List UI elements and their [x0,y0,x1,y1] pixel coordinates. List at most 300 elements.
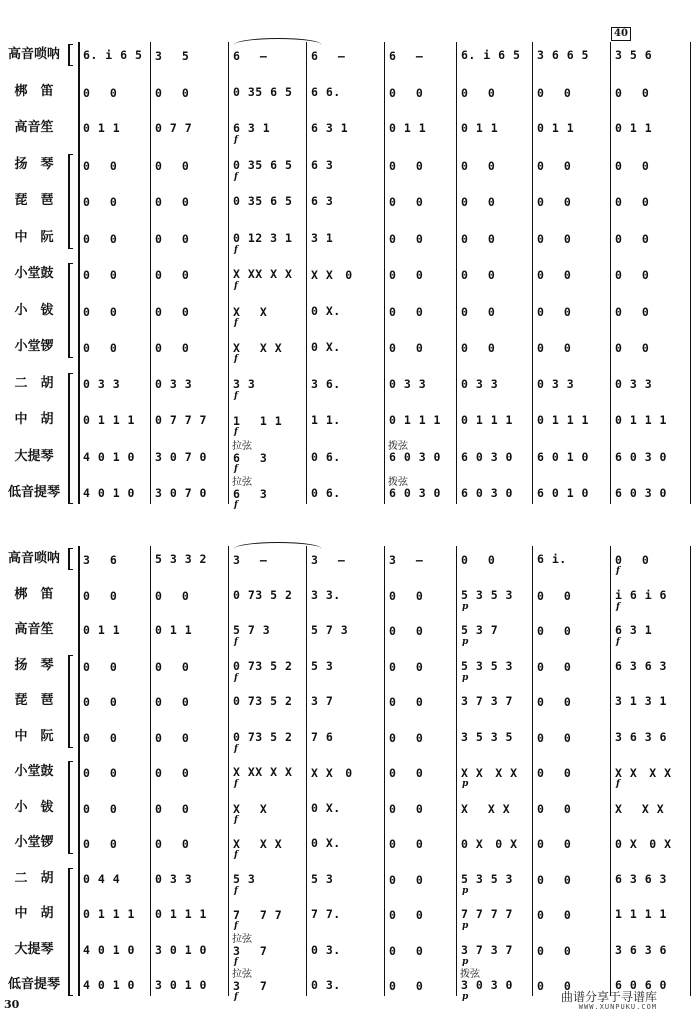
measure-notation: 0 0 [83,158,118,173]
staff-row [0,484,667,504]
measure-notation: 5 7 3 [233,623,271,637]
measure-notation: 7 6 [311,729,334,744]
dynamic-forte: f [234,427,238,437]
instrument-label: 扬 琴 [14,156,54,172]
measure-notation: 5 3 7 [461,623,499,637]
measure-notation: 0 3 3 [83,376,121,391]
measure-notation: 0 7 7 7 [155,413,207,427]
measure-notation: 0 0 [389,872,424,887]
measure-notation: 0 0 [461,553,496,567]
instrument-label: 小堂鼓 [14,266,54,281]
measure-notation: 0 0 [461,341,496,355]
staff-row [0,192,650,212]
measure-notation: X X X [233,341,283,355]
measure-notation: 3 3. [311,587,341,602]
measure-notation: X XX X X [233,267,293,281]
measure-notation: 0 4 4 [83,871,121,886]
staff-row [0,692,667,712]
measure-notation: X X 0 [311,268,353,282]
measure-notation: 0 0 [537,624,572,638]
measure-notation: 0 0 [83,195,118,209]
staff-row [0,83,650,103]
measure-notation: 0 0 [155,588,190,603]
tie-slur [234,542,322,549]
dynamic-forte: f [234,463,238,474]
measure-notation: 0 0 [615,195,650,209]
measure-notation: 0 0 [155,195,190,209]
measure-notation: 0 0 [83,85,118,100]
measure-notation: 6 0 3 0 [461,486,513,500]
measure-notation: 0 0 [389,766,424,780]
measure-notation: 6 3 [233,450,268,465]
dynamic-forte: f [234,171,238,182]
instrument-label: 低音提琴 [7,977,60,992]
measure-notation: 0 0 [155,304,190,319]
dynamic-forte: f [234,779,238,789]
measure-notation: 4 0 1 0 [83,942,135,957]
measure-notation: 0 0 [389,979,424,993]
measure-notation: X XX X X [233,765,293,779]
dynamic-forte: f [234,390,238,401]
measure-notation: 0 0 [389,341,424,355]
page-number: 30 [4,998,20,1011]
staff-row [0,411,667,431]
measure-notation: 3 5 6 [615,48,653,62]
measure-notation: 0 1 1 1 [155,907,207,921]
measure-notation: 3 0 1 0 [155,942,207,957]
instrument-label: 大提琴 [14,448,54,464]
dynamic-piano: p [462,885,469,896]
instrument-label: 小堂锣 [14,835,54,850]
technique-arco: 拉弦 [232,969,252,980]
measure-notation: 0 0 [389,588,424,603]
measure-notation: 0 3. [311,942,341,957]
measure-notation: 3 1 [311,230,334,245]
measure-notation: 6 3 1 [311,121,349,135]
instrument-label: 中 阮 [14,728,54,744]
measure-notation: 6 3 [311,157,334,172]
measure-notation: 0 0 [537,341,572,355]
staff-row [0,976,667,996]
technique-pizzicato: 拨弦 [388,477,408,488]
measure-notation: 0 X 0 X [461,837,518,851]
measure-notation: 0 7 7 [155,121,193,135]
measure-notation: 0 0 [83,801,118,816]
measure-notation: 0 0 [389,837,424,851]
measure-notation: 1 1. [311,413,341,427]
measure-notation: 5 3 5 3 [461,658,513,673]
instrument-label: 高音唢呐 [7,551,60,566]
measure-notation: 7 7. [311,907,341,921]
measure-notation: X X X [615,801,665,816]
measure-notation: 3 5 [155,49,190,63]
dynamic-forte: f [234,956,238,967]
measure-notation: 5 3 [311,658,334,673]
measure-notation: 0 0 [389,695,424,709]
instrument-label: 小 钹 [14,799,54,815]
measure-notation: 0 0 [389,730,424,745]
measure-notation: 0 0 [155,695,190,709]
measure-notation: 0 73 5 2 [233,694,293,708]
measure-notation: 3 0 1 0 [155,978,207,992]
staff-row [0,46,653,66]
instrument-label: 低音提琴 [7,485,60,500]
measure-notation: 0 1 1 1 [389,413,441,427]
dynamic-forte: f [234,637,238,647]
staff-row [0,448,667,468]
measure-notation: 3 6. [311,376,341,391]
measure-notation: 0 X 0 X [615,837,672,851]
measure-notation: 0 0 [83,766,118,780]
measure-notation: 0 0 [83,695,118,709]
dynamic-forte: f [616,779,620,789]
measure-notation: 0 3 3 [389,376,427,391]
measure-notation: 0 0 [389,304,424,319]
measure-notation: 3 — [389,553,424,567]
tie-slur [234,38,322,45]
measure-notation: 0 0 [461,85,496,100]
measure-notation: 0 3 3 [155,871,193,886]
measure-notation: 0 6. [311,486,341,500]
instrument-label: 二 胡 [14,870,54,886]
measure-notation: 0 0 [537,268,572,282]
dynamic-forte: f [616,566,620,576]
dynamic-piano: p [462,921,469,931]
instrument-label: 小堂锣 [14,339,54,354]
measure-notation: 0 0 [389,908,424,922]
instrument-label: 梆 笛 [14,83,54,99]
measure-notation: 0 0 [537,588,572,603]
measure-notation: 6 3 6 3 [615,658,667,673]
measure-notation: 0 0 [537,801,572,816]
technique-pizzicato: 拨弦 [460,969,480,980]
dynamic-forte: f [234,244,238,255]
measure-notation: 6 3 [311,194,334,208]
measure-notation: X X X [233,837,283,851]
dynamic-piano: p [462,637,469,647]
measure-notation: 0 0 [537,979,572,993]
measure-notation: 0 12 3 1 [233,230,293,245]
measure-notation: 0 0 [389,624,424,638]
measure-notation: 3 0 7 0 [155,486,207,500]
measure-notation: 6 0 3 0 [615,449,667,464]
measure-notation: 6. i 6 5 [461,48,521,62]
measure-notation: 6 3 1 [233,121,271,135]
measure-notation: 6 — [311,49,346,63]
dynamic-forte: f [234,921,238,931]
measure-notation: 0 0 [389,801,424,816]
measure-notation: i 6 i 6 [615,587,667,602]
measure-notation: 0 0 [389,268,424,282]
measure-notation: 0 0 [155,659,190,674]
technique-arco: 拉弦 [232,933,252,945]
measure-notation: 0 0 [83,837,118,851]
measure-notation: 0 0 [155,341,190,355]
measure-notation: 0 0 [615,231,650,246]
measure-notation: 0 1 1 [615,121,653,135]
measure-notation: 0 1 1 1 [615,413,667,427]
measure-notation: 0 35 6 5 [233,84,293,99]
instrument-label: 二 胡 [14,375,54,391]
dynamic-piano: p [462,601,469,612]
measure-notation: 0 0 [537,908,572,922]
measure-notation: 3 7 [233,979,268,993]
measure-notation: 0 0 [83,304,118,319]
measure-notation: 0 3. [311,978,341,992]
instrument-label: 高音笙 [14,120,54,135]
barline [690,546,691,996]
measure-notation: 0 0 [155,85,190,100]
measure-notation: 0 6. [311,449,341,464]
instrument-label: 扬 琴 [14,657,54,673]
measure-notation: 3 0 3 0 [461,978,513,992]
measure-notation: 0 0 [461,231,496,246]
staff-row [0,586,667,606]
rehearsal-mark-40: 40 [611,27,631,41]
measure-notation: 0 0 [615,341,650,355]
measure-notation: 0 3 3 [155,376,193,391]
measure-notation: 0 0 [155,730,190,745]
measure-notation: 3 6 3 6 [615,942,667,957]
measure-notation: 3 0 7 0 [155,449,207,464]
measure-notation: 0 1 1 [461,121,499,135]
measure-notation: 0 X. [311,303,341,318]
dynamic-forte: f [234,885,238,896]
measure-notation: 0 3 3 [537,376,575,391]
measure-notation: 3 7 3 7 [461,694,513,708]
dynamic-piano: p [462,956,469,967]
measure-notation: X X X [461,801,511,816]
staff-row [0,763,672,783]
measure-notation: 3 3 [233,376,256,391]
measure-notation: 0 0 [537,85,572,100]
measure-notation: 0 0 [537,231,572,246]
dynamic-forte: f [234,281,238,291]
staff-row [0,834,672,854]
measure-notation: 5 3 [233,871,256,886]
measure-notation: 0 0 [389,158,424,173]
dynamic-forte: f [234,500,238,510]
measure-notation: 5 3 5 3 [461,587,513,602]
measure-notation: 0 0 [389,659,424,674]
staff-row [0,375,653,395]
instrument-label: 高音笙 [14,622,54,637]
barline [690,42,691,504]
dynamic-piano: p [462,672,469,683]
instrument-label: 中 胡 [14,906,54,921]
staff-row [0,799,665,819]
measure-notation: 7 7 7 7 [461,907,513,921]
instrument-label: 琵 琶 [14,193,54,208]
measure-notation: 5 3 5 3 [461,871,513,886]
measure-notation: 0 1 1 1 [83,413,135,427]
measure-notation: 0 0 [615,158,650,173]
measure-notation: 0 0 [537,766,572,780]
measure-notation: 0 0 [83,730,118,745]
instrument-label: 高音唢呐 [7,47,60,62]
measure-notation: 6 0 1 0 [537,486,589,500]
measure-notation: X X [233,801,268,816]
staff-row [0,338,650,358]
measure-notation: 6 3 [233,487,268,501]
staff-row [0,229,650,249]
instrument-label: 中 胡 [14,412,54,427]
measure-notation: 0 X. [311,800,341,815]
instrument-label: 大提琴 [14,941,54,957]
measure-notation: 0 0 [389,195,424,209]
measure-notation: 0 73 5 2 [233,658,293,673]
measure-notation: 0 0 [155,158,190,173]
measure-notation: 6 6. [311,84,341,99]
dynamic-piano: p [462,992,469,1002]
measure-notation: 0 X. [311,340,341,354]
measure-notation: 0 0 [537,943,572,958]
dynamic-forte: f [234,354,238,364]
measure-notation: 3 — [311,553,346,567]
measure-notation: 4 0 1 0 [83,449,135,464]
measure-notation: 1 1 1 [233,414,283,428]
measure-notation: 0 0 [461,158,496,173]
measure-notation: 6 — [389,49,424,63]
technique-pizzicato: 拨弦 [388,440,408,452]
measure-notation: 0 0 [155,268,190,282]
measure-notation: 0 0 [83,341,118,355]
staff-row [0,941,667,961]
dynamic-piano: p [462,779,469,789]
measure-notation: 3 6 [83,553,118,567]
staff-row [0,621,653,641]
measure-notation: 0 35 6 5 [233,157,293,172]
measure-notation: 0 73 5 2 [233,587,293,602]
technique-arco: 拉弦 [232,477,252,488]
measure-notation: 0 0 [83,588,118,603]
measure-notation: 1 1 1 1 [615,907,667,921]
measure-notation: 0 0 [537,659,572,674]
watermark-text: 曲谱分享于寻谱库 [560,990,657,1004]
measure-notation: 0 0 [537,872,572,887]
measure-notation: 0 1 1 [83,623,121,637]
measure-notation: 0 0 [389,943,424,958]
measure-notation: 3 — [233,553,268,567]
measure-notation: 4 0 1 0 [83,486,135,500]
measure-notation: 0 0 [155,837,190,851]
dynamic-forte: f [234,814,238,825]
measure-notation: 5 3 [311,871,334,886]
measure-notation: 6 0 3 0 [461,449,513,464]
measure-notation: 0 0 [155,231,190,246]
measure-notation: 3 7 3 7 [461,942,513,957]
dynamic-forte: f [616,637,620,647]
measure-notation: 6 0 3 0 [389,486,441,500]
measure-notation: 4 0 1 0 [83,978,135,992]
measure-notation: X X [233,304,268,319]
staff-row [0,905,667,925]
staff-row [0,870,667,890]
measure-notation: 0 1 1 1 [537,413,589,427]
measure-notation: 0 1 1 [537,121,575,135]
measure-notation: 0 1 1 1 [461,413,513,427]
instrument-label: 小堂鼓 [14,764,54,779]
measure-notation: 0 73 5 2 [233,729,293,744]
measure-notation: 0 1 1 [389,121,427,135]
staff-row [0,657,667,677]
measure-notation: X X 0 [311,766,353,780]
staff-row [0,119,653,139]
measure-notation: 0 0 [537,837,572,851]
watermark-url: WWW.XUNPUKU.COM [578,1003,657,1011]
measure-notation: 0 1 1 [83,121,121,135]
measure-notation: 0 0 [537,304,572,319]
measure-notation: 0 0 [537,158,572,173]
measure-notation: 0 0 [461,268,496,282]
measure-notation: 6 0 3 0 [389,449,441,464]
measure-notation: 0 3 3 [461,376,499,391]
measure-notation: 3 6 3 6 [615,729,667,744]
measure-notation: 0 1 1 1 [83,907,135,921]
measure-notation: 6 0 6 0 [615,978,667,992]
staff-row [0,156,650,176]
measure-notation: 3 7 [233,943,268,958]
measure-notation: 6 0 3 0 [615,486,667,500]
measure-notation: 3 6 6 5 [537,48,589,62]
measure-notation: 0 3 3 [615,376,653,391]
instrument-label: 小 钹 [14,302,54,318]
staff-row [0,302,650,322]
measure-notation: 3 5 3 5 [461,729,513,744]
dynamic-forte: f [234,135,238,145]
measure-notation: 0 0 [615,85,650,100]
measure-notation: 0 0 [389,85,424,100]
dynamic-forte: f [234,992,238,1002]
measure-notation: 0 1 1 [155,623,193,637]
measure-notation: 0 0 [615,304,650,319]
measure-notation: 6 3 6 3 [615,871,667,886]
measure-notation: 0 0 [615,268,650,282]
measure-notation: X X X X [615,766,672,780]
measure-notation: 0 0 [537,730,572,745]
measure-notation: 3 1 3 1 [615,694,667,708]
measure-notation: 6 0 1 0 [537,449,589,464]
dynamic-forte: f [616,601,620,612]
measure-notation: 3 7 [311,694,334,708]
measure-notation: 0 0 [461,195,496,209]
measure-notation: 0 0 [155,766,190,780]
measure-notation: X X X X [461,766,518,780]
staff-row [0,728,667,748]
measure-notation: 0 0 [461,304,496,319]
dynamic-forte: f [234,743,238,754]
measure-notation: 0 0 [155,801,190,816]
measure-notation: 6 — [233,49,268,63]
measure-notation: 0 X. [311,836,341,850]
measure-notation: 0 35 6 5 [233,194,293,208]
measure-notation: 7 7 7 [233,908,283,922]
measure-notation: 0 0 [389,231,424,246]
measure-notation: 6. i 6 5 [83,48,143,62]
measure-notation: 5 7 3 [311,623,349,637]
instrument-label: 梆 笛 [14,586,54,602]
measure-notation: 0 0 [615,553,650,567]
measure-notation: 0 0 [83,231,118,246]
dynamic-forte: f [234,850,238,860]
staff-row [0,550,650,570]
measure-notation: 0 0 [537,195,572,209]
technique-arco: 拉弦 [232,440,252,452]
measure-notation: 0 0 [83,659,118,674]
measure-notation: 6 i. [537,552,567,566]
measure-notation: 5 3 3 2 [155,552,207,566]
instrument-label: 中 阮 [14,229,54,245]
